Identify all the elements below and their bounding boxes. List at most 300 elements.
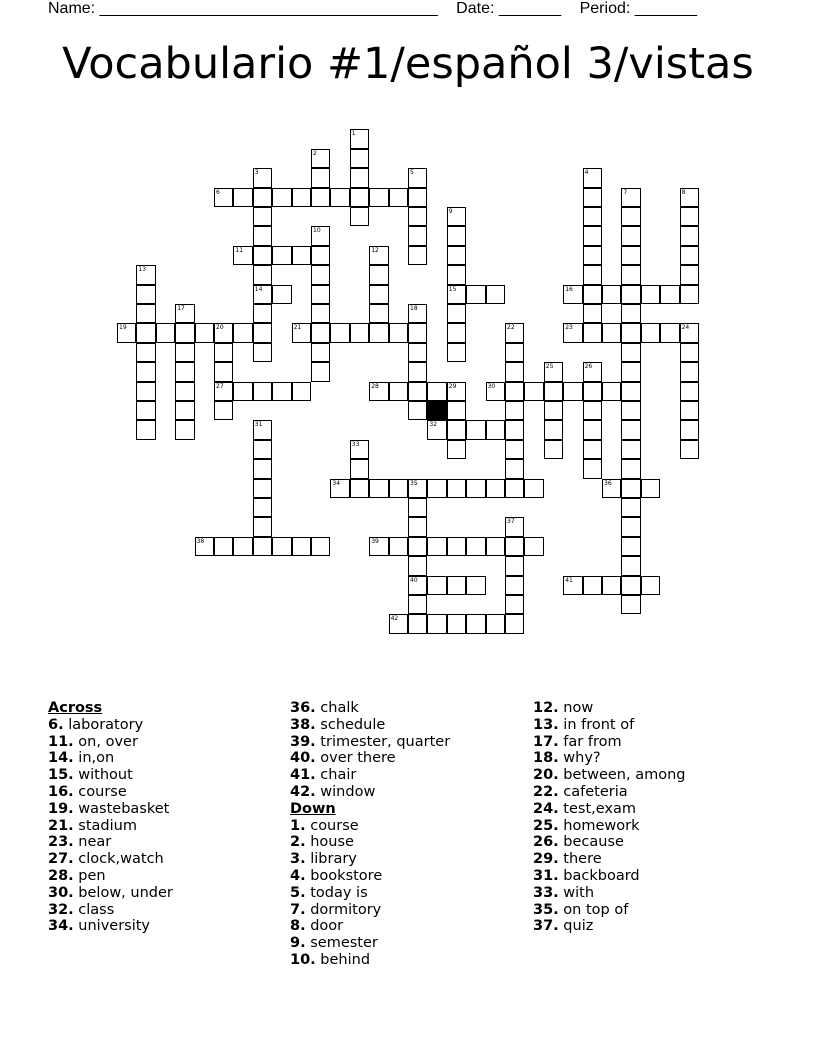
- grid-cell[interactable]: [505, 556, 524, 575]
- clue-text: pen: [78, 867, 106, 884]
- clue-across: [48, 834, 288, 851]
- grid-cell[interactable]: [621, 207, 640, 226]
- grid-cell[interactable]: [621, 440, 640, 459]
- grid-cell[interactable]: [408, 207, 427, 226]
- grid-cell[interactable]: [680, 382, 699, 401]
- grid-cell[interactable]: [621, 285, 640, 304]
- grid-cell[interactable]: [466, 420, 485, 439]
- grid-cell[interactable]: [505, 576, 524, 595]
- clue-text: in,on: [78, 750, 115, 767]
- clue-number: 11.: [48, 733, 74, 750]
- grid-cell[interactable]: [175, 420, 194, 439]
- cell-number: 32: [429, 421, 438, 429]
- cell-number: 38: [196, 537, 205, 545]
- clue-text: stadium: [78, 817, 137, 834]
- grid-cell[interactable]: [136, 420, 155, 439]
- grid-cell[interactable]: [466, 576, 485, 595]
- grid-cell[interactable]: [641, 323, 660, 342]
- grid-cell[interactable]: [486, 537, 505, 556]
- grid-cell[interactable]: [583, 440, 602, 459]
- clue-text: cafeteria: [563, 783, 628, 800]
- grid-cell[interactable]: [486, 420, 505, 439]
- grid-cell[interactable]: [583, 304, 602, 323]
- grid-cell[interactable]: [621, 498, 640, 517]
- grid-cell[interactable]: [505, 343, 524, 362]
- clue-text: laboratory: [68, 716, 144, 733]
- cell-number: 17: [177, 305, 185, 312]
- grid-cell[interactable]: [621, 459, 640, 478]
- grid-cell[interactable]: [253, 207, 272, 226]
- grid-cell[interactable]: [292, 537, 311, 556]
- grid-cell[interactable]: [641, 285, 660, 304]
- clue-number: 13.: [533, 716, 559, 733]
- grid-cell[interactable]: [505, 479, 524, 498]
- clue-text: in front of: [563, 716, 635, 733]
- cell-number: 13: [138, 266, 147, 274]
- clue-down: [533, 851, 773, 868]
- clue-across: [290, 784, 530, 801]
- grid-cell[interactable]: [175, 343, 194, 362]
- clue-number: 9.: [290, 935, 306, 952]
- grid-cell[interactable]: [408, 362, 427, 381]
- grid-cell[interactable]: [175, 323, 194, 342]
- grid-cell[interactable]: [389, 188, 408, 207]
- clue-number: 38.: [290, 716, 316, 733]
- grid-cell[interactable]: [466, 537, 485, 556]
- clues-column-3: [533, 700, 773, 935]
- clue-down: [533, 902, 773, 919]
- clue-text: far from: [563, 733, 622, 750]
- cell-number: 33: [351, 440, 360, 448]
- grid-cell[interactable]: [369, 265, 388, 284]
- grid-cell[interactable]: [680, 440, 699, 459]
- grid-cell[interactable]: [272, 285, 291, 304]
- clue-across: [48, 885, 288, 902]
- grid-cell[interactable]: [486, 614, 505, 633]
- grid-cell[interactable]: [680, 265, 699, 284]
- grid-cell[interactable]: [621, 537, 640, 556]
- grid-cell[interactable]: [505, 382, 524, 401]
- clue-down: [533, 784, 773, 801]
- grid-cell[interactable]: [408, 226, 427, 245]
- clue-number: 6.: [48, 716, 64, 733]
- grid-cell[interactable]: [505, 420, 524, 439]
- grid-cell[interactable]: [175, 362, 194, 381]
- grid-cell[interactable]: [253, 517, 272, 536]
- grid-cell[interactable]: [621, 343, 640, 362]
- clue-text: there: [563, 851, 602, 868]
- grid-cell[interactable]: [311, 343, 330, 362]
- clue-across: [48, 784, 288, 801]
- grid-cell[interactable]: [621, 362, 640, 381]
- grid-cell[interactable]: [233, 188, 252, 207]
- grid-cell[interactable]: [214, 362, 233, 381]
- cell-number: 9: [448, 208, 453, 215]
- grid-cell[interactable]: [505, 614, 524, 633]
- grid-cell[interactable]: [544, 440, 563, 459]
- cell-number: 39: [371, 537, 379, 545]
- grid-cell[interactable]: [621, 265, 640, 284]
- period-field[interactable]: Period: _______: [579, 0, 698, 17]
- clue-number: 39.: [290, 733, 316, 750]
- clue-down: [533, 918, 773, 935]
- cell-number: 1: [351, 130, 356, 138]
- clue-number: 30.: [48, 884, 74, 901]
- grid-cell[interactable]: [447, 614, 466, 633]
- grid-cell[interactable]: [253, 323, 272, 342]
- clue-down: [533, 750, 773, 767]
- cell-number: 20: [216, 324, 224, 332]
- grid-cell[interactable]: [680, 343, 699, 362]
- grid-cell[interactable]: [583, 576, 602, 595]
- grid-cell[interactable]: [330, 188, 349, 207]
- grid-cell[interactable]: [544, 420, 563, 439]
- grid-cell[interactable]: [583, 401, 602, 420]
- grid-cell[interactable]: [175, 401, 194, 420]
- grid-cell[interactable]: [544, 401, 563, 420]
- grid-cell[interactable]: [136, 382, 155, 401]
- grid-cell[interactable]: [583, 265, 602, 284]
- clue-text: library: [310, 851, 357, 868]
- clue-across: [290, 767, 530, 784]
- grid-cell[interactable]: [447, 576, 466, 595]
- clue-text: because: [563, 834, 624, 851]
- clue-number: 14.: [48, 750, 74, 767]
- grid-cell[interactable]: [621, 479, 640, 498]
- cell-number: 30: [487, 382, 496, 390]
- clue-number: 35.: [533, 901, 559, 918]
- grid-cell[interactable]: [350, 323, 369, 342]
- clue-text: on top of: [563, 901, 629, 918]
- grid-cell[interactable]: [602, 323, 621, 342]
- name-field[interactable]: Name: ______________________________________: [48, 0, 438, 17]
- grid-cell[interactable]: [621, 246, 640, 265]
- grid-cell[interactable]: [583, 188, 602, 207]
- clue-down: [533, 885, 773, 902]
- clues-column-2: [290, 700, 530, 969]
- grid-cell[interactable]: [447, 343, 466, 362]
- grid-cell[interactable]: [447, 401, 466, 420]
- clue-down: [290, 818, 530, 835]
- grid-cell[interactable]: [583, 246, 602, 265]
- grid-cell[interactable]: [136, 323, 155, 342]
- clue-number: 26.: [533, 834, 559, 851]
- grid-cell[interactable]: [408, 188, 427, 207]
- clue-text: bookstore: [310, 867, 383, 884]
- grid-cell[interactable]: [447, 479, 466, 498]
- grid-cell[interactable]: [195, 323, 214, 342]
- grid-cell[interactable]: [680, 420, 699, 439]
- clue-down: [533, 700, 773, 717]
- grid-cell[interactable]: [583, 420, 602, 439]
- clue-across: [48, 818, 288, 835]
- grid-cell[interactable]: [583, 207, 602, 226]
- clue-number: 22.: [533, 783, 559, 800]
- grid-cell[interactable]: [621, 420, 640, 439]
- clue-text: homework: [563, 817, 640, 834]
- grid-cell[interactable]: [505, 401, 524, 420]
- clue-across: [48, 734, 288, 751]
- grid-cell[interactable]: [253, 498, 272, 517]
- grid-cell[interactable]: [427, 479, 446, 498]
- grid-cell[interactable]: [389, 382, 408, 401]
- grid-cell[interactable]: [544, 382, 563, 401]
- cell-number: 31: [254, 421, 263, 429]
- grid-cell[interactable]: [583, 382, 602, 401]
- cell-number: 25: [545, 363, 554, 371]
- grid-cell[interactable]: [253, 479, 272, 498]
- clue-across: [48, 767, 288, 784]
- grid-cell[interactable]: [214, 537, 233, 556]
- grid-cell[interactable]: [292, 382, 311, 401]
- grid-cell[interactable]: [292, 246, 311, 265]
- grid-cell[interactable]: [621, 595, 640, 614]
- grid-cell[interactable]: [311, 246, 330, 265]
- clue-number: 33.: [533, 884, 559, 901]
- clue-text: schedule: [320, 716, 386, 733]
- grid-cell[interactable]: [563, 382, 582, 401]
- grid-cell[interactable]: [680, 226, 699, 245]
- grid-cell[interactable]: [253, 188, 272, 207]
- grid-cell[interactable]: [136, 343, 155, 362]
- clue-text: semester: [310, 935, 378, 952]
- grid-cell[interactable]: [330, 323, 349, 342]
- grid-cell[interactable]: [505, 459, 524, 478]
- clue-text: now: [563, 700, 594, 716]
- grid-cell[interactable]: [680, 246, 699, 265]
- grid-cell[interactable]: [408, 537, 427, 556]
- grid-cell[interactable]: [311, 188, 330, 207]
- clue-number: 36.: [290, 700, 316, 716]
- grid-cell[interactable]: [175, 382, 194, 401]
- cell-number: 40: [410, 576, 418, 584]
- clue-down: [533, 717, 773, 734]
- grid-cell[interactable]: [621, 401, 640, 420]
- grid-cell[interactable]: [272, 382, 291, 401]
- grid-cell[interactable]: [311, 304, 330, 323]
- grid-cell[interactable]: [641, 479, 660, 498]
- clue-across: [48, 868, 288, 885]
- grid-cell[interactable]: [253, 459, 272, 478]
- clue-number: 16.: [48, 783, 74, 800]
- clue-number: 17.: [533, 733, 559, 750]
- grid-cell[interactable]: [214, 401, 233, 420]
- cell-number: 2: [313, 149, 317, 157]
- grid-cell[interactable]: [680, 401, 699, 420]
- grid-cell[interactable]: [427, 382, 446, 401]
- cell-number: 22: [507, 324, 515, 332]
- grid-cell[interactable]: [447, 226, 466, 245]
- grid-cell[interactable]: [621, 304, 640, 323]
- grid-cell[interactable]: [447, 246, 466, 265]
- grid-cell[interactable]: [350, 149, 369, 168]
- grid-cell[interactable]: [292, 188, 311, 207]
- grid-cell[interactable]: [311, 362, 330, 381]
- grid-cell[interactable]: [369, 285, 388, 304]
- grid-cell[interactable]: [621, 517, 640, 536]
- clue-down: [290, 952, 530, 969]
- grid-cell[interactable]: [311, 168, 330, 187]
- black-cell: [427, 401, 446, 420]
- grid-cell[interactable]: [621, 382, 640, 401]
- grid-cell[interactable]: [311, 265, 330, 284]
- grid-cell[interactable]: [621, 226, 640, 245]
- grid-cell[interactable]: [408, 517, 427, 536]
- clue-number: 42.: [290, 783, 316, 800]
- clue-down: [290, 851, 530, 868]
- grid-cell[interactable]: [524, 479, 543, 498]
- grid-cell[interactable]: [272, 246, 291, 265]
- clue-text: below, under: [78, 884, 173, 901]
- grid-cell[interactable]: [583, 459, 602, 478]
- grid-cell[interactable]: [233, 323, 252, 342]
- grid-cell[interactable]: [505, 595, 524, 614]
- grid-cell[interactable]: [408, 323, 427, 342]
- grid-cell[interactable]: [447, 323, 466, 342]
- cell-number: 41: [565, 576, 573, 584]
- grid-cell[interactable]: [602, 285, 621, 304]
- clue-text: class: [78, 901, 115, 918]
- grid-cell[interactable]: [272, 188, 291, 207]
- grid-cell[interactable]: [466, 614, 485, 633]
- clue-number: 12.: [533, 700, 559, 716]
- grid-cell[interactable]: [680, 285, 699, 304]
- grid-cell[interactable]: [660, 285, 679, 304]
- clue-text: without: [78, 767, 133, 784]
- grid-cell[interactable]: [660, 323, 679, 342]
- grid-cell[interactable]: [447, 440, 466, 459]
- grid-cell[interactable]: [350, 207, 369, 226]
- grid-cell[interactable]: [427, 537, 446, 556]
- clue-number: 24.: [533, 800, 559, 817]
- grid-cell[interactable]: [680, 207, 699, 226]
- grid-cell[interactable]: [311, 323, 330, 342]
- grid-cell[interactable]: [583, 285, 602, 304]
- grid-cell[interactable]: [408, 343, 427, 362]
- date-field[interactable]: Date: _______: [456, 0, 562, 17]
- grid-cell[interactable]: [408, 401, 427, 420]
- grid-cell[interactable]: [389, 479, 408, 498]
- grid-cell[interactable]: [369, 188, 388, 207]
- grid-cell[interactable]: [621, 576, 640, 595]
- grid-cell[interactable]: [350, 479, 369, 498]
- grid-cell[interactable]: [447, 537, 466, 556]
- grid-cell[interactable]: [253, 304, 272, 323]
- grid-cell[interactable]: [505, 537, 524, 556]
- grid-cell[interactable]: [408, 614, 427, 633]
- grid-cell[interactable]: [350, 168, 369, 187]
- grid-cell[interactable]: [233, 382, 252, 401]
- clue-text: trimester, quarter: [320, 733, 451, 750]
- grid-cell[interactable]: [389, 537, 408, 556]
- grid-cell[interactable]: [350, 188, 369, 207]
- clue-down: [533, 734, 773, 751]
- grid-cell[interactable]: [136, 401, 155, 420]
- grid-cell[interactable]: [505, 362, 524, 381]
- grid-cell[interactable]: [524, 537, 543, 556]
- grid-cell[interactable]: [408, 556, 427, 575]
- clue-across: [48, 918, 288, 935]
- cell-number: 3: [254, 169, 259, 177]
- grid-cell[interactable]: [466, 285, 485, 304]
- grid-cell[interactable]: [389, 323, 408, 342]
- grid-cell[interactable]: [311, 285, 330, 304]
- grid-cell[interactable]: [369, 304, 388, 323]
- grid-cell[interactable]: [486, 479, 505, 498]
- grid-cell[interactable]: [466, 479, 485, 498]
- grid-cell[interactable]: [253, 343, 272, 362]
- cell-number: 28: [371, 382, 379, 390]
- clue-number: 34.: [48, 918, 74, 935]
- grid-cell[interactable]: [136, 362, 155, 381]
- grid-cell[interactable]: [427, 614, 446, 633]
- clue-down: [290, 868, 530, 885]
- clue-text: with: [563, 884, 595, 901]
- grid-cell[interactable]: [369, 479, 388, 498]
- grid-cell[interactable]: [621, 323, 640, 342]
- grid-cell[interactable]: [524, 382, 543, 401]
- grid-cell[interactable]: [214, 343, 233, 362]
- cell-number: 8: [681, 188, 686, 196]
- clue-number: 19.: [48, 800, 74, 817]
- grid-cell[interactable]: [253, 226, 272, 245]
- grid-cell[interactable]: [156, 323, 175, 342]
- clue-number: 21.: [48, 817, 74, 834]
- grid-cell[interactable]: [408, 382, 427, 401]
- grid-cell[interactable]: [369, 323, 388, 342]
- grid-cell[interactable]: [350, 459, 369, 478]
- clue-down: [533, 818, 773, 835]
- clue-number: 15.: [48, 767, 74, 784]
- grid-cell[interactable]: [680, 362, 699, 381]
- grid-cell[interactable]: [583, 323, 602, 342]
- grid-cell[interactable]: [447, 304, 466, 323]
- grid-cell[interactable]: [641, 576, 660, 595]
- grid-cell[interactable]: [408, 246, 427, 265]
- grid-cell[interactable]: [136, 304, 155, 323]
- grid-cell[interactable]: [253, 265, 272, 284]
- grid-cell[interactable]: [253, 537, 272, 556]
- clue-number: 1.: [290, 817, 306, 834]
- clue-number: 4.: [290, 867, 306, 884]
- grid-cell[interactable]: [253, 382, 272, 401]
- grid-cell[interactable]: [602, 382, 621, 401]
- grid-cell[interactable]: [311, 537, 330, 556]
- grid-cell[interactable]: [408, 498, 427, 517]
- grid-cell[interactable]: [486, 285, 505, 304]
- clue-down: [290, 902, 530, 919]
- grid-cell[interactable]: [253, 246, 272, 265]
- grid-cell[interactable]: [583, 226, 602, 245]
- cell-number: 37: [507, 518, 515, 526]
- grid-cell[interactable]: [621, 556, 640, 575]
- cell-number: 27: [216, 382, 224, 390]
- grid-cell[interactable]: [408, 595, 427, 614]
- grid-cell[interactable]: [253, 440, 272, 459]
- grid-cell[interactable]: [272, 537, 291, 556]
- grid-cell[interactable]: [136, 285, 155, 304]
- clue-across: [48, 902, 288, 919]
- grid-cell[interactable]: [427, 576, 446, 595]
- grid-cell[interactable]: [447, 265, 466, 284]
- grid-cell[interactable]: [447, 420, 466, 439]
- clue-text: behind: [320, 951, 371, 968]
- grid-cell[interactable]: [505, 440, 524, 459]
- clue-text: today is: [310, 884, 368, 901]
- down-heading: Down: [290, 800, 336, 817]
- grid-cell[interactable]: [602, 576, 621, 595]
- grid-cell[interactable]: [233, 537, 252, 556]
